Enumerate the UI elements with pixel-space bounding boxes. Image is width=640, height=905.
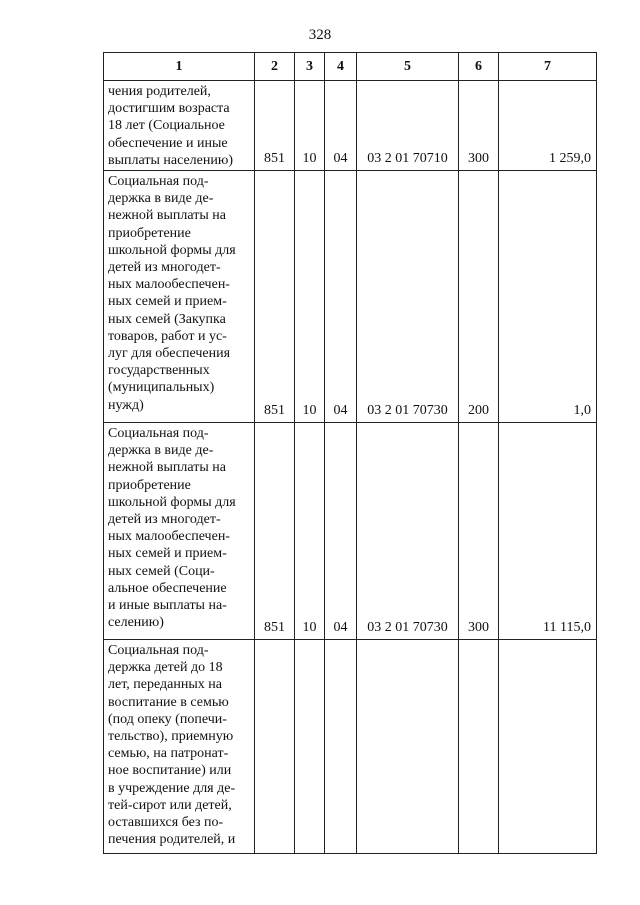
department-code [255, 640, 295, 854]
expense-type-code: 300 [459, 81, 499, 171]
target-article-code: 03 2 01 70710 [357, 81, 459, 171]
subsection-code: 04 [325, 423, 357, 640]
header-cell: 3 [295, 53, 325, 81]
table-row [104, 640, 597, 854]
row-description [104, 171, 255, 423]
subsection-code: 04 [325, 81, 357, 171]
row-description [104, 81, 255, 171]
description-line: школьной формы для [108, 242, 236, 258]
description-line: воспитание в семью [108, 694, 229, 710]
description-line: тей-сирот или детей, [108, 797, 232, 813]
description-line: приобретение [108, 225, 191, 241]
description-line: (муниципальных) [108, 380, 215, 396]
description-line: обеспечение и иные [108, 135, 228, 151]
description-line: детей из многодет- [108, 260, 221, 276]
description-line: приобретение [108, 477, 191, 493]
description-line: семью, на патронат- [108, 746, 229, 762]
amount: 1 259,0 [499, 81, 597, 171]
description-line: ных семей (Закупка [108, 311, 226, 327]
description-line: выплаты населению) [108, 152, 233, 168]
description-line: государственных [108, 363, 210, 379]
subsection-code [325, 640, 357, 854]
description-line: держка в виде де- [108, 443, 214, 459]
description-line: альное обеспечение [108, 580, 227, 596]
description-line: достигшим возраста [108, 101, 230, 117]
section-code: 10 [295, 171, 325, 423]
description-line: ных семей и прием- [108, 546, 227, 562]
header-cell: 2 [255, 53, 295, 81]
table-header-row [104, 53, 597, 81]
description-line: Социальная под- [108, 643, 209, 659]
header-cell: 6 [459, 53, 499, 81]
header-cell: 4 [325, 53, 357, 81]
description-line: луг для обеспечения [108, 346, 231, 362]
table-row [104, 81, 597, 171]
target-article-code: 03 2 01 70730 [357, 171, 459, 423]
description-line: ное воспитание) или [108, 763, 232, 779]
department-code: 851 [255, 81, 295, 171]
department-code: 851 [255, 423, 295, 640]
description-line: 18 лет (Социальное [108, 118, 225, 134]
table-row [104, 423, 597, 640]
description-line: держка детей до 18 [108, 660, 223, 676]
row-description [104, 640, 255, 854]
description-line: лет, переданных на [108, 677, 222, 693]
page-number: 328 [308, 27, 332, 43]
description-line: ных малообеспечен- [108, 529, 230, 545]
description-line: Социальная под- [108, 426, 209, 442]
description-line: в учреждение для де- [108, 780, 236, 796]
header-cell: 7 [499, 53, 597, 81]
section-code [295, 640, 325, 854]
description-line: товаров, работ и ус- [108, 328, 227, 344]
description-line: чения родителей, [108, 84, 211, 99]
description-line: держка в виде де- [108, 191, 214, 207]
description-line: оставшихся без по- [108, 815, 224, 831]
amount: 1,0 [499, 171, 597, 423]
expense-type-code: 200 [459, 171, 499, 423]
description-line: школьной формы для [108, 494, 236, 510]
description-line: нежной выплаты на [108, 208, 226, 224]
description-line: ных малообеспечен- [108, 277, 230, 293]
description-line: селению) [108, 615, 164, 631]
amount: 11 115,0 [499, 423, 597, 640]
amount [499, 640, 597, 854]
description-line: тельство), приемную [108, 729, 234, 745]
description-line: печения родителей, и [108, 832, 236, 848]
subsection-code: 04 [325, 171, 357, 423]
department-code: 851 [255, 171, 295, 423]
row-description [104, 423, 255, 640]
header-cell: 1 [104, 53, 255, 81]
description-line: ных семей (Соци- [108, 563, 215, 579]
description-line: Социальная под- [108, 174, 209, 190]
description-line: нужд) [108, 397, 144, 413]
description-line: детей из многодет- [108, 512, 221, 528]
section-code: 10 [295, 423, 325, 640]
description-line: нежной выплаты на [108, 460, 226, 476]
target-article-code [357, 640, 459, 854]
description-line: ных семей и прием- [108, 294, 227, 310]
expense-type-code [459, 640, 499, 854]
target-article-code: 03 2 01 70730 [357, 423, 459, 640]
section-code: 10 [295, 81, 325, 171]
expense-type-code: 300 [459, 423, 499, 640]
budget-table [103, 52, 597, 854]
description-line: (под опеку (попечи- [108, 711, 227, 727]
table-row [104, 171, 597, 423]
header-cell: 5 [357, 53, 459, 81]
description-line: и иные выплаты на- [108, 598, 227, 614]
